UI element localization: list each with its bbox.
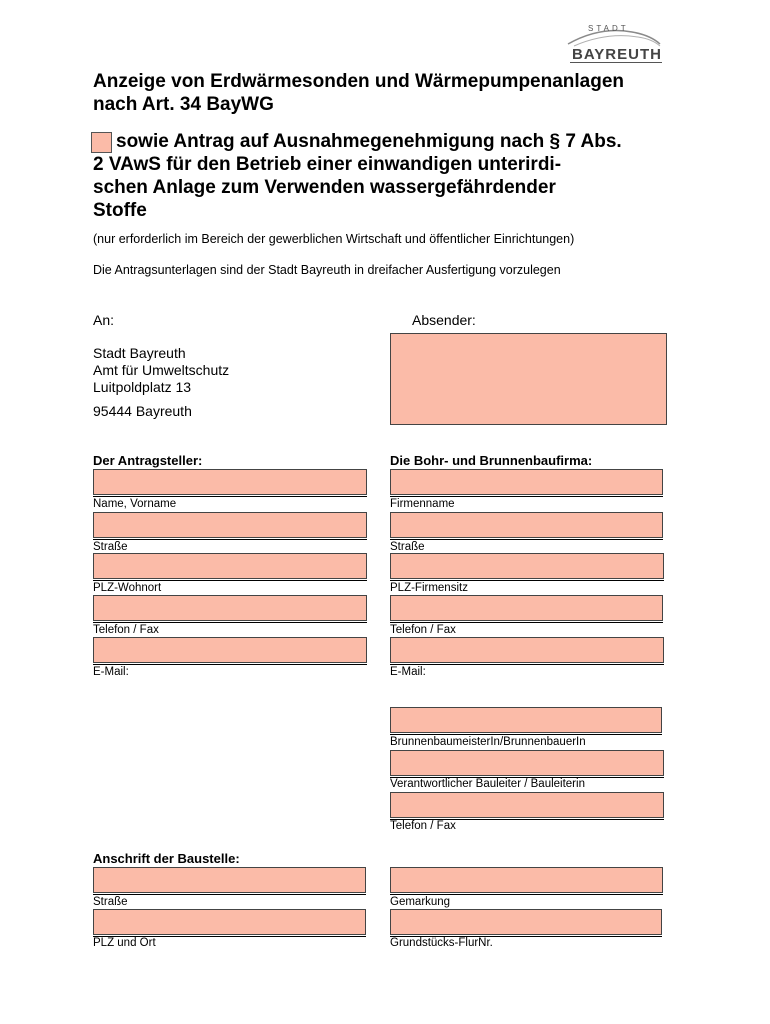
site-city-label: PLZ und Ort [93,937,156,949]
recipient-line-2: Amt für Umweltschutz [93,362,230,378]
firm-site-manager-input[interactable] [390,750,664,776]
title-line-2: nach Art. 34 BayWG [93,94,274,115]
applicant-city-input[interactable] [93,553,367,579]
site-plot-input[interactable] [390,909,662,935]
site-district-line [390,894,663,895]
subtitle-line-1: sowie Antrag auf Ausnahmegenehmigung nach § 7 Abs. [116,131,622,152]
firm-master-label: BrunnenbaumeisterIn/BrunnenbauerIn [390,736,586,748]
firm-street-line [390,539,663,540]
applicant-city-label: PLZ-Wohnort [93,582,162,594]
stadt-bayreuth-logo [560,24,670,64]
applicant-name-input[interactable] [93,469,367,495]
instruction-text: Die Antragsunterlagen sind der Stadt Bayreuth in dreifacher Ausfertigung vorzulegen [93,263,561,277]
site-district-input[interactable] [390,867,663,893]
applicant-phone-label: Telefon / Fax [93,624,159,636]
subtitle-line-2: 2 VAwS für den Betrieb einer einwandigen unterirdi- [93,154,562,175]
applicant-phone-line [93,622,367,623]
site-city-input[interactable] [93,909,366,935]
logo-name: BAYREUTH [572,46,662,63]
firm-manager-phone-input[interactable] [390,792,664,818]
firm-master-input[interactable] [390,707,662,733]
applicant-street-label: Straße [93,541,128,553]
applicant-name-label: Name, Vorname [93,498,177,510]
firm-manager-phone-label: Telefon / Fax [390,820,456,832]
firm-street-label: Straße [390,541,425,553]
subtitle [116,130,678,153]
recipient-address [93,345,229,420]
recipient-line-3: Luitpoldplatz 13 [93,379,192,395]
title-line-1: Anzeige von Erdwärmesonden und Wärmepumpenanlagen [93,71,625,92]
subtitle-continued [93,153,678,222]
applicant-email-label: E-Mail: [93,666,129,678]
applicant-city-line [93,580,367,581]
firm-street-input[interactable] [390,512,663,538]
firm-city-label: PLZ-Firmensitz [390,582,468,594]
site-district-label: Gemarkung [390,896,451,908]
firm-email-input[interactable] [390,637,664,663]
firm-phone-line [390,622,663,623]
applicant-street-input[interactable] [93,512,367,538]
exemption-checkbox[interactable] [91,132,112,153]
applicant-street-line [93,539,367,540]
recipient-line-1: Stadt Bayreuth [93,345,186,361]
firm-master-line [390,734,662,735]
note-text: (nur erforderlich im Bereich der gewerblichen Wirtschaft und öffentlicher Einrichtungen) [93,232,575,246]
site-street-input[interactable] [93,867,366,893]
logo-underline [570,62,662,63]
firm-city-line [390,580,664,581]
sender-label: Absender: [412,312,476,328]
subtitle-line-4: Stoffe [93,200,147,221]
applicant-name-line [93,496,367,497]
site-plot-label: Grundstücks-FlurNr. [390,937,493,949]
applicant-phone-input[interactable] [93,595,367,621]
sender-input[interactable] [390,333,667,425]
site-street-label: Straße [93,896,128,908]
applicant-heading: Der Antragsteller: [93,453,203,468]
recipient-label: An: [93,312,115,328]
firm-email-label: E-Mail: [390,666,426,678]
logo-top-text: STADT [588,24,629,33]
subtitle-line-3: schen Anlage zum Verwenden wassergefährdender [93,177,556,198]
firm-phone-label: Telefon / Fax [390,624,456,636]
applicant-email-input[interactable] [93,637,367,663]
site-heading: Anschrift der Baustelle: [93,851,240,866]
firm-name-input[interactable] [390,469,663,495]
applicant-email-line [93,664,367,665]
firm-email-line [390,664,664,665]
site-street-line [93,894,366,895]
firm-city-input[interactable] [390,553,664,579]
recipient-line-4: 95444 Bayreuth [93,403,192,419]
firm-heading: Die Bohr- und Brunnenbaufirma: [390,453,593,468]
page-title [93,70,693,116]
firm-name-line [390,496,663,497]
firm-phone-input[interactable] [390,595,663,621]
firm-site-manager-label: Verantwortlicher Bauleiter / Bauleiterin [390,778,585,790]
firm-name-label: Firmenname [390,498,455,510]
